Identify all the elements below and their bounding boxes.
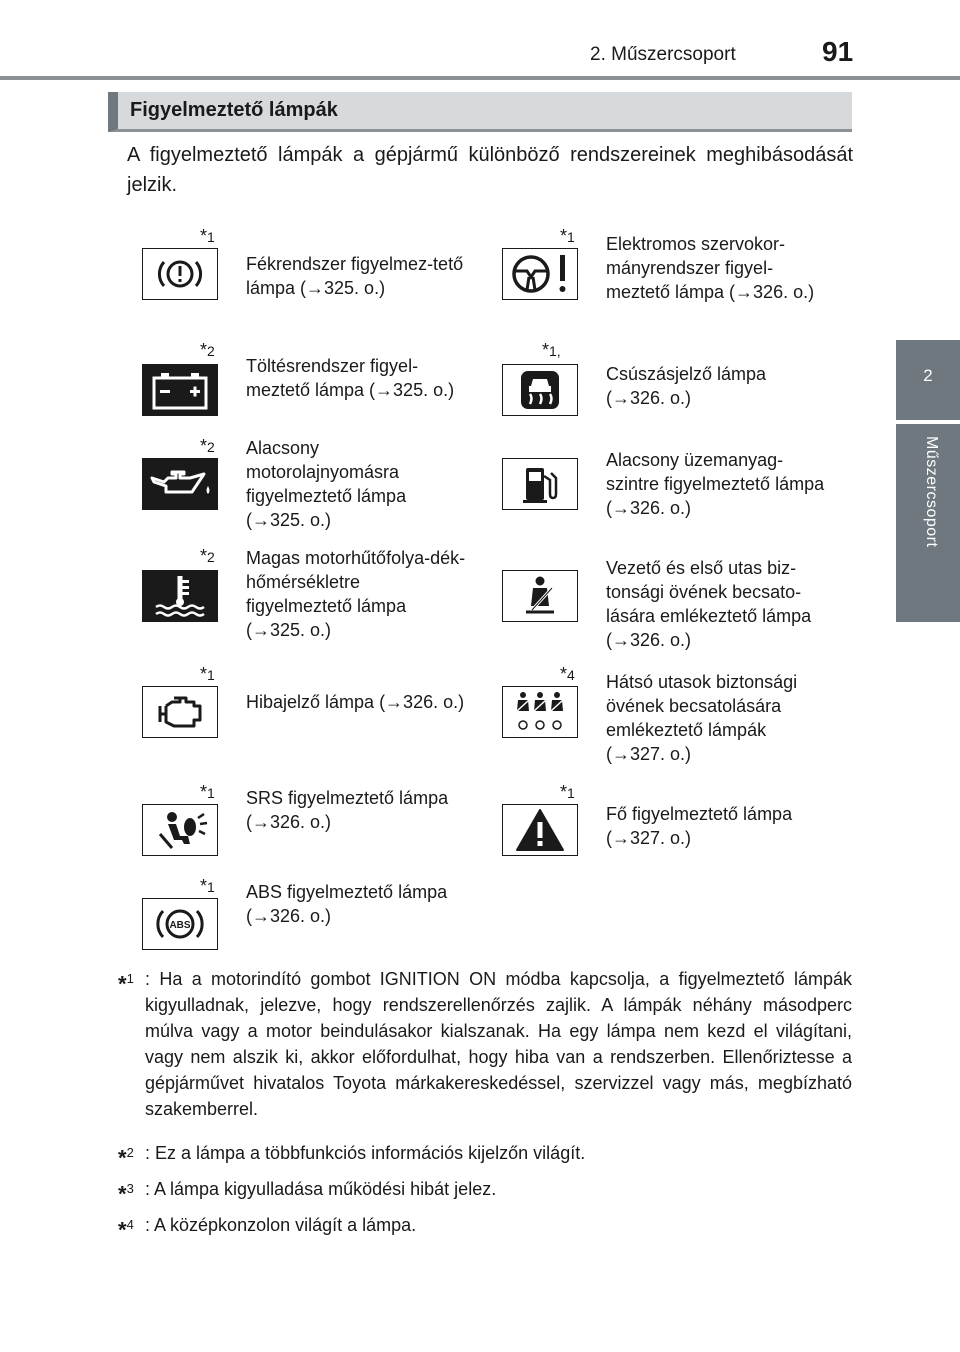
footnote-1: *$^1$ : Ha a motorindító gombot IGNITION ON módba kapcsolja, a figyelmeztető lámpák kigyulladnak, jelezve, hogy rendszerellenőrzés zajlik. A lámpák néhány másodperc múlva vagy a motor beindulásakor kialszanak. Ha egy lámpa nem kezd el világítani, vagy nem alszik ki, akkor előfordulhat, hogy hiba van a rendszerben. Ellenőriztesse a gépjárművet hivatalos Toyota márkakereskedéssel, szervizzel vagy más, megbízható szakemberrel. xyxy=(118,966,852,1122)
side-tab-label: Műszercsoport xyxy=(923,436,940,548)
engine-icon xyxy=(142,686,218,738)
fuel-pump-icon xyxy=(502,458,578,510)
lamp-text: ABS figyelmeztető lámpa (→326. o.) xyxy=(246,882,448,926)
lamp-text: Magas motorhűtőfolya-dék-hőmérsékletre figyelmeztető lámpa (→325. o.) xyxy=(246,548,466,640)
footnote-marker: *1 xyxy=(200,876,215,896)
lamp-text: Alacsony motorolajnyomásra figyelmeztető lámpa (→325. o.) xyxy=(246,438,407,530)
section-intro: A figyelmeztető lámpák a gépjármű különböző rendszereinek meghibásodását jelzik. xyxy=(127,144,853,196)
steering-warning-icon xyxy=(502,248,578,300)
rear-seatbelt-icon xyxy=(502,686,578,738)
oil-can-icon xyxy=(142,458,218,510)
footnote-mark: *$^3$ xyxy=(118,1181,134,1207)
slip-indicator-icon xyxy=(502,364,578,416)
chapter-title: 2. Műszercsoport xyxy=(590,44,736,65)
lamp-text: Vezető és első utas biz-tonsági övének becsato-lására emlékeztető lámpa (→326. o.) xyxy=(606,558,812,650)
abs-icon xyxy=(142,898,218,950)
master-warning-icon xyxy=(502,804,578,856)
lamp-text: Fékrendszer figyelmez-tető lámpa (→325. o.) xyxy=(246,254,464,298)
coolant-temperature-icon xyxy=(142,570,218,622)
footnote-marker: *1 xyxy=(200,226,215,246)
footnote-marker: *2 xyxy=(200,546,215,566)
footnote-mark: *$^1$ xyxy=(118,971,134,997)
lamp-text: Csúszásjelző lámpa (→326. o.) xyxy=(606,364,767,408)
header-rule xyxy=(0,76,960,80)
side-tab-number: 2 xyxy=(896,340,960,420)
footnote-marker: *1 xyxy=(560,782,575,802)
footnote-marker: *1 xyxy=(200,664,215,684)
lamp-text: Töltésrendszer figyel-meztető lámpa (→325. o.) xyxy=(246,356,455,400)
lamp-text: Alacsony üzemanyag-szintre figyelmeztető lámpa (→326. o.) xyxy=(606,450,825,518)
section-heading xyxy=(108,92,852,132)
footnote-4: *$^4$ : A középkonzolon világít a lámpa. xyxy=(118,1212,852,1238)
lamp-text: Fő figyelmeztető lámpa (→327. o.) xyxy=(606,804,793,848)
footnote-3: *$^3$ : A lámpa kigyulladása működési hibát jelez. xyxy=(118,1176,852,1202)
footnote-2: *$^2$ : Ez a lámpa a többfunkciós információs kijelzőn világít. xyxy=(118,1140,852,1166)
brake-warning-icon xyxy=(142,248,218,300)
footnote-marker: *1 xyxy=(560,226,575,246)
footnote-mark: *$^2$ xyxy=(118,1145,134,1171)
lamp-text: Hátsó utasok biztonsági övének becsatolására emlékeztető lámpák (→327. o.) xyxy=(606,672,798,764)
lamp-text: Elektromos szervokor-mányrendszer figyel-meztető lámpa (→326. o.) xyxy=(606,234,815,302)
lamp-text: SRS figyelmeztető lámpa (→326. o.) xyxy=(246,788,449,832)
footnote-marker: *2 xyxy=(200,436,215,456)
footnote-marker: *1, xyxy=(542,340,561,360)
footnote-marker: *1 xyxy=(200,782,215,802)
seatbelt-icon xyxy=(502,570,578,622)
airbag-icon xyxy=(142,804,218,856)
lamp-text: Hibajelző lámpa (→326. o.) xyxy=(246,692,465,712)
page-number: 91 xyxy=(822,36,854,67)
footnote-marker: *2 xyxy=(200,340,215,360)
footnote-marker: *4 xyxy=(560,664,575,684)
section-title: Figyelmeztető lámpák xyxy=(130,99,338,121)
abs-icon-lettering: ABS xyxy=(169,920,191,931)
battery-icon xyxy=(142,364,218,416)
footnote-mark: *$^4$ xyxy=(118,1217,134,1243)
